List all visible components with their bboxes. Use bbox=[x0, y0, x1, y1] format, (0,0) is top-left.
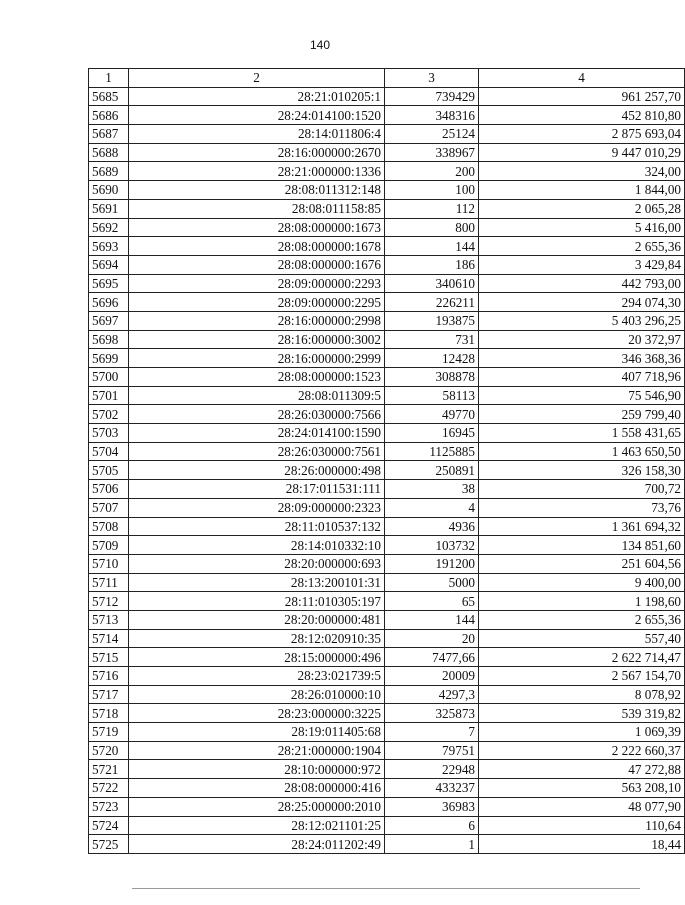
row-number-cell: 5723 bbox=[89, 797, 129, 816]
cadastral-number-cell: 28:16:000000:2999 bbox=[129, 349, 385, 368]
row-number-cell: 5689 bbox=[89, 162, 129, 181]
table-row bbox=[89, 274, 685, 293]
area-cell: 16945 bbox=[385, 424, 479, 443]
cadastral-number-cell: 28:16:000000:2998 bbox=[129, 311, 385, 330]
value-cell: 20 372,97 bbox=[479, 330, 685, 349]
value-cell: 9 400,00 bbox=[479, 573, 685, 592]
table-row bbox=[89, 648, 685, 667]
value-cell: 452 810,80 bbox=[479, 106, 685, 125]
value-cell: 539 319,82 bbox=[479, 704, 685, 723]
table-row bbox=[89, 461, 685, 480]
area-cell: 200 bbox=[385, 162, 479, 181]
cadastral-number-cell: 28:19:011405:68 bbox=[129, 723, 385, 742]
table-row bbox=[89, 797, 685, 816]
cadastral-number-cell: 28:24:014100:1520 bbox=[129, 106, 385, 125]
row-number-cell: 5698 bbox=[89, 330, 129, 349]
row-number-cell: 5717 bbox=[89, 685, 129, 704]
cadastral-number-cell: 28:13:200101:31 bbox=[129, 573, 385, 592]
area-cell: 1 bbox=[385, 835, 479, 854]
row-number-cell: 5696 bbox=[89, 293, 129, 312]
table-row bbox=[89, 311, 685, 330]
table-row bbox=[89, 835, 685, 854]
cadastral-number-cell: 28:08:000000:416 bbox=[129, 779, 385, 798]
value-cell: 2 222 660,37 bbox=[479, 741, 685, 760]
value-cell: 2 655,36 bbox=[479, 237, 685, 256]
row-number-cell: 5699 bbox=[89, 349, 129, 368]
value-cell: 700,72 bbox=[479, 480, 685, 499]
row-number-cell: 5709 bbox=[89, 536, 129, 555]
table-row bbox=[89, 704, 685, 723]
table-row bbox=[89, 685, 685, 704]
area-cell: 4936 bbox=[385, 517, 479, 536]
area-cell: 739429 bbox=[385, 87, 479, 106]
row-number-cell: 5704 bbox=[89, 442, 129, 461]
value-cell: 346 368,36 bbox=[479, 349, 685, 368]
row-number-cell: 5721 bbox=[89, 760, 129, 779]
row-number-cell: 5722 bbox=[89, 779, 129, 798]
cadastral-number-cell: 28:15:000000:496 bbox=[129, 648, 385, 667]
row-number-cell: 5720 bbox=[89, 741, 129, 760]
cadastral-number-cell: 28:09:000000:2293 bbox=[129, 274, 385, 293]
table-row bbox=[89, 480, 685, 499]
table-row bbox=[89, 218, 685, 237]
area-cell: 20 bbox=[385, 629, 479, 648]
value-cell: 442 793,00 bbox=[479, 274, 685, 293]
cadastral-number-cell: 28:08:000000:1523 bbox=[129, 368, 385, 387]
row-number-cell: 5692 bbox=[89, 218, 129, 237]
area-cell: 308878 bbox=[385, 368, 479, 387]
area-cell: 4 bbox=[385, 498, 479, 517]
row-number-cell: 5691 bbox=[89, 199, 129, 218]
table-row bbox=[89, 87, 685, 106]
row-number-cell: 5719 bbox=[89, 723, 129, 742]
area-cell: 191200 bbox=[385, 554, 479, 573]
row-number-cell: 5697 bbox=[89, 311, 129, 330]
table-row bbox=[89, 779, 685, 798]
area-cell: 103732 bbox=[385, 536, 479, 555]
page-number: 140 bbox=[309, 38, 331, 52]
table-row bbox=[89, 293, 685, 312]
area-cell: 25124 bbox=[385, 125, 479, 144]
row-number-cell: 5718 bbox=[89, 704, 129, 723]
registry-table bbox=[88, 68, 685, 854]
table-row bbox=[89, 517, 685, 536]
row-number-cell: 5711 bbox=[89, 573, 129, 592]
table-row bbox=[89, 125, 685, 144]
area-cell: 338967 bbox=[385, 143, 479, 162]
area-cell: 38 bbox=[385, 480, 479, 499]
table-row bbox=[89, 405, 685, 424]
cadastral-number-cell: 28:08:000000:1676 bbox=[129, 255, 385, 274]
row-number-cell: 5685 bbox=[89, 87, 129, 106]
area-cell: 65 bbox=[385, 592, 479, 611]
area-cell: 800 bbox=[385, 218, 479, 237]
area-cell: 731 bbox=[385, 330, 479, 349]
cadastral-number-cell: 28:11:010305:197 bbox=[129, 592, 385, 611]
area-cell: 250891 bbox=[385, 461, 479, 480]
column-header-4: 4 bbox=[479, 69, 685, 88]
area-cell: 348316 bbox=[385, 106, 479, 125]
area-cell: 5000 bbox=[385, 573, 479, 592]
value-cell: 47 272,88 bbox=[479, 760, 685, 779]
area-cell: 193875 bbox=[385, 311, 479, 330]
column-header-1: 1 bbox=[89, 69, 129, 88]
area-cell: 1125885 bbox=[385, 442, 479, 461]
table-row bbox=[89, 741, 685, 760]
table-row bbox=[89, 143, 685, 162]
value-cell: 8 078,92 bbox=[479, 685, 685, 704]
table-row bbox=[89, 386, 685, 405]
area-cell: 340610 bbox=[385, 274, 479, 293]
table-row bbox=[89, 424, 685, 443]
cadastral-number-cell: 28:12:021101:25 bbox=[129, 816, 385, 835]
row-number-cell: 5706 bbox=[89, 480, 129, 499]
row-number-cell: 5712 bbox=[89, 592, 129, 611]
cadastral-number-cell: 28:17:011531:111 bbox=[129, 480, 385, 499]
value-cell: 1 463 650,50 bbox=[479, 442, 685, 461]
value-cell: 326 158,30 bbox=[479, 461, 685, 480]
value-cell: 18,44 bbox=[479, 835, 685, 854]
value-cell: 1 198,60 bbox=[479, 592, 685, 611]
row-number-cell: 5707 bbox=[89, 498, 129, 517]
cadastral-number-cell: 28:21:010205:1 bbox=[129, 87, 385, 106]
area-cell: 79751 bbox=[385, 741, 479, 760]
table-row bbox=[89, 536, 685, 555]
value-cell: 2 567 154,70 bbox=[479, 667, 685, 686]
value-cell: 110,64 bbox=[479, 816, 685, 835]
area-cell: 7 bbox=[385, 723, 479, 742]
table-row bbox=[89, 199, 685, 218]
cadastral-number-cell: 28:20:000000:693 bbox=[129, 554, 385, 573]
area-cell: 49770 bbox=[385, 405, 479, 424]
table-row bbox=[89, 255, 685, 274]
table-row bbox=[89, 816, 685, 835]
row-number-cell: 5705 bbox=[89, 461, 129, 480]
cadastral-number-cell: 28:25:000000:2010 bbox=[129, 797, 385, 816]
cadastral-number-cell: 28:14:010332:10 bbox=[129, 536, 385, 555]
cadastral-number-cell: 28:26:030000:7566 bbox=[129, 405, 385, 424]
table-row bbox=[89, 723, 685, 742]
area-cell: 112 bbox=[385, 199, 479, 218]
area-cell: 6 bbox=[385, 816, 479, 835]
row-number-cell: 5700 bbox=[89, 368, 129, 387]
cadastral-number-cell: 28:08:000000:1673 bbox=[129, 218, 385, 237]
value-cell: 5 403 296,25 bbox=[479, 311, 685, 330]
table-row bbox=[89, 106, 685, 125]
row-number-cell: 5701 bbox=[89, 386, 129, 405]
row-number-cell: 5703 bbox=[89, 424, 129, 443]
value-cell: 2 065,28 bbox=[479, 199, 685, 218]
cadastral-number-cell: 28:23:000000:3225 bbox=[129, 704, 385, 723]
value-cell: 1 558 431,65 bbox=[479, 424, 685, 443]
area-cell: 144 bbox=[385, 237, 479, 256]
cadastral-number-cell: 28:09:000000:2323 bbox=[129, 498, 385, 517]
table-row bbox=[89, 610, 685, 629]
area-cell: 7477,66 bbox=[385, 648, 479, 667]
value-cell: 557,40 bbox=[479, 629, 685, 648]
cadastral-number-cell: 28:10:000000:972 bbox=[129, 760, 385, 779]
value-cell: 48 077,90 bbox=[479, 797, 685, 816]
table-row bbox=[89, 181, 685, 200]
area-cell: 144 bbox=[385, 610, 479, 629]
value-cell: 2 622 714,47 bbox=[479, 648, 685, 667]
table-row bbox=[89, 162, 685, 181]
row-number-cell: 5686 bbox=[89, 106, 129, 125]
table-row bbox=[89, 760, 685, 779]
table-row bbox=[89, 592, 685, 611]
value-cell: 1 069,39 bbox=[479, 723, 685, 742]
table-row bbox=[89, 573, 685, 592]
cadastral-number-cell: 28:08:011312:148 bbox=[129, 181, 385, 200]
value-cell: 294 074,30 bbox=[479, 293, 685, 312]
cadastral-number-cell: 28:08:011309:5 bbox=[129, 386, 385, 405]
area-cell: 433237 bbox=[385, 779, 479, 798]
row-number-cell: 5725 bbox=[89, 835, 129, 854]
value-cell: 1 361 694,32 bbox=[479, 517, 685, 536]
cadastral-number-cell: 28:26:010000:10 bbox=[129, 685, 385, 704]
cadastral-number-cell: 28:09:000000:2295 bbox=[129, 293, 385, 312]
row-number-cell: 5693 bbox=[89, 237, 129, 256]
column-header-2: 2 bbox=[129, 69, 385, 88]
value-cell: 1 844,00 bbox=[479, 181, 685, 200]
cadastral-number-cell: 28:08:000000:1678 bbox=[129, 237, 385, 256]
cadastral-number-cell: 28:11:010537:132 bbox=[129, 517, 385, 536]
cadastral-number-cell: 28:24:011202:49 bbox=[129, 835, 385, 854]
cadastral-number-cell: 28:14:011806:4 bbox=[129, 125, 385, 144]
value-cell: 961 257,70 bbox=[479, 87, 685, 106]
value-cell: 563 208,10 bbox=[479, 779, 685, 798]
table-row bbox=[89, 349, 685, 368]
value-cell: 75 546,90 bbox=[479, 386, 685, 405]
cadastral-number-cell: 28:21:000000:1336 bbox=[129, 162, 385, 181]
row-number-cell: 5714 bbox=[89, 629, 129, 648]
area-cell: 226211 bbox=[385, 293, 479, 312]
row-number-cell: 5724 bbox=[89, 816, 129, 835]
table-row bbox=[89, 442, 685, 461]
cadastral-number-cell: 28:26:000000:498 bbox=[129, 461, 385, 480]
area-cell: 20009 bbox=[385, 667, 479, 686]
area-cell: 325873 bbox=[385, 704, 479, 723]
area-cell: 100 bbox=[385, 181, 479, 200]
table-row bbox=[89, 368, 685, 387]
row-number-cell: 5687 bbox=[89, 125, 129, 144]
table-row bbox=[89, 667, 685, 686]
value-cell: 3 429,84 bbox=[479, 255, 685, 274]
cadastral-number-cell: 28:16:000000:3002 bbox=[129, 330, 385, 349]
value-cell: 251 604,56 bbox=[479, 554, 685, 573]
cadastral-number-cell: 28:16:000000:2670 bbox=[129, 143, 385, 162]
table-header-row bbox=[89, 69, 685, 88]
area-cell: 58113 bbox=[385, 386, 479, 405]
table-row bbox=[89, 330, 685, 349]
row-number-cell: 5708 bbox=[89, 517, 129, 536]
area-cell: 4297,3 bbox=[385, 685, 479, 704]
row-number-cell: 5694 bbox=[89, 255, 129, 274]
row-number-cell: 5695 bbox=[89, 274, 129, 293]
area-cell: 186 bbox=[385, 255, 479, 274]
row-number-cell: 5690 bbox=[89, 181, 129, 200]
row-number-cell: 5715 bbox=[89, 648, 129, 667]
value-cell: 324,00 bbox=[479, 162, 685, 181]
cadastral-number-cell: 28:20:000000:481 bbox=[129, 610, 385, 629]
cadastral-number-cell: 28:26:030000:7561 bbox=[129, 442, 385, 461]
table-row bbox=[89, 554, 685, 573]
cadastral-number-cell: 28:23:021739:5 bbox=[129, 667, 385, 686]
row-number-cell: 5688 bbox=[89, 143, 129, 162]
value-cell: 9 447 010,29 bbox=[479, 143, 685, 162]
table-row bbox=[89, 629, 685, 648]
table-row bbox=[89, 498, 685, 517]
cadastral-number-cell: 28:08:011158:85 bbox=[129, 199, 385, 218]
cadastral-number-cell: 28:21:000000:1904 bbox=[129, 741, 385, 760]
area-cell: 36983 bbox=[385, 797, 479, 816]
row-number-cell: 5713 bbox=[89, 610, 129, 629]
column-header-3: 3 bbox=[385, 69, 479, 88]
value-cell: 407 718,96 bbox=[479, 368, 685, 387]
row-number-cell: 5716 bbox=[89, 667, 129, 686]
value-cell: 134 851,60 bbox=[479, 536, 685, 555]
row-number-cell: 5710 bbox=[89, 554, 129, 573]
row-number-cell: 5702 bbox=[89, 405, 129, 424]
cadastral-number-cell: 28:24:014100:1590 bbox=[129, 424, 385, 443]
value-cell: 259 799,40 bbox=[479, 405, 685, 424]
bottom-rule bbox=[132, 888, 640, 889]
value-cell: 2 875 693,04 bbox=[479, 125, 685, 144]
area-cell: 22948 bbox=[385, 760, 479, 779]
area-cell: 12428 bbox=[385, 349, 479, 368]
value-cell: 73,76 bbox=[479, 498, 685, 517]
value-cell: 2 655,36 bbox=[479, 610, 685, 629]
value-cell: 5 416,00 bbox=[479, 218, 685, 237]
cadastral-number-cell: 28:12:020910:35 bbox=[129, 629, 385, 648]
table-row bbox=[89, 237, 685, 256]
